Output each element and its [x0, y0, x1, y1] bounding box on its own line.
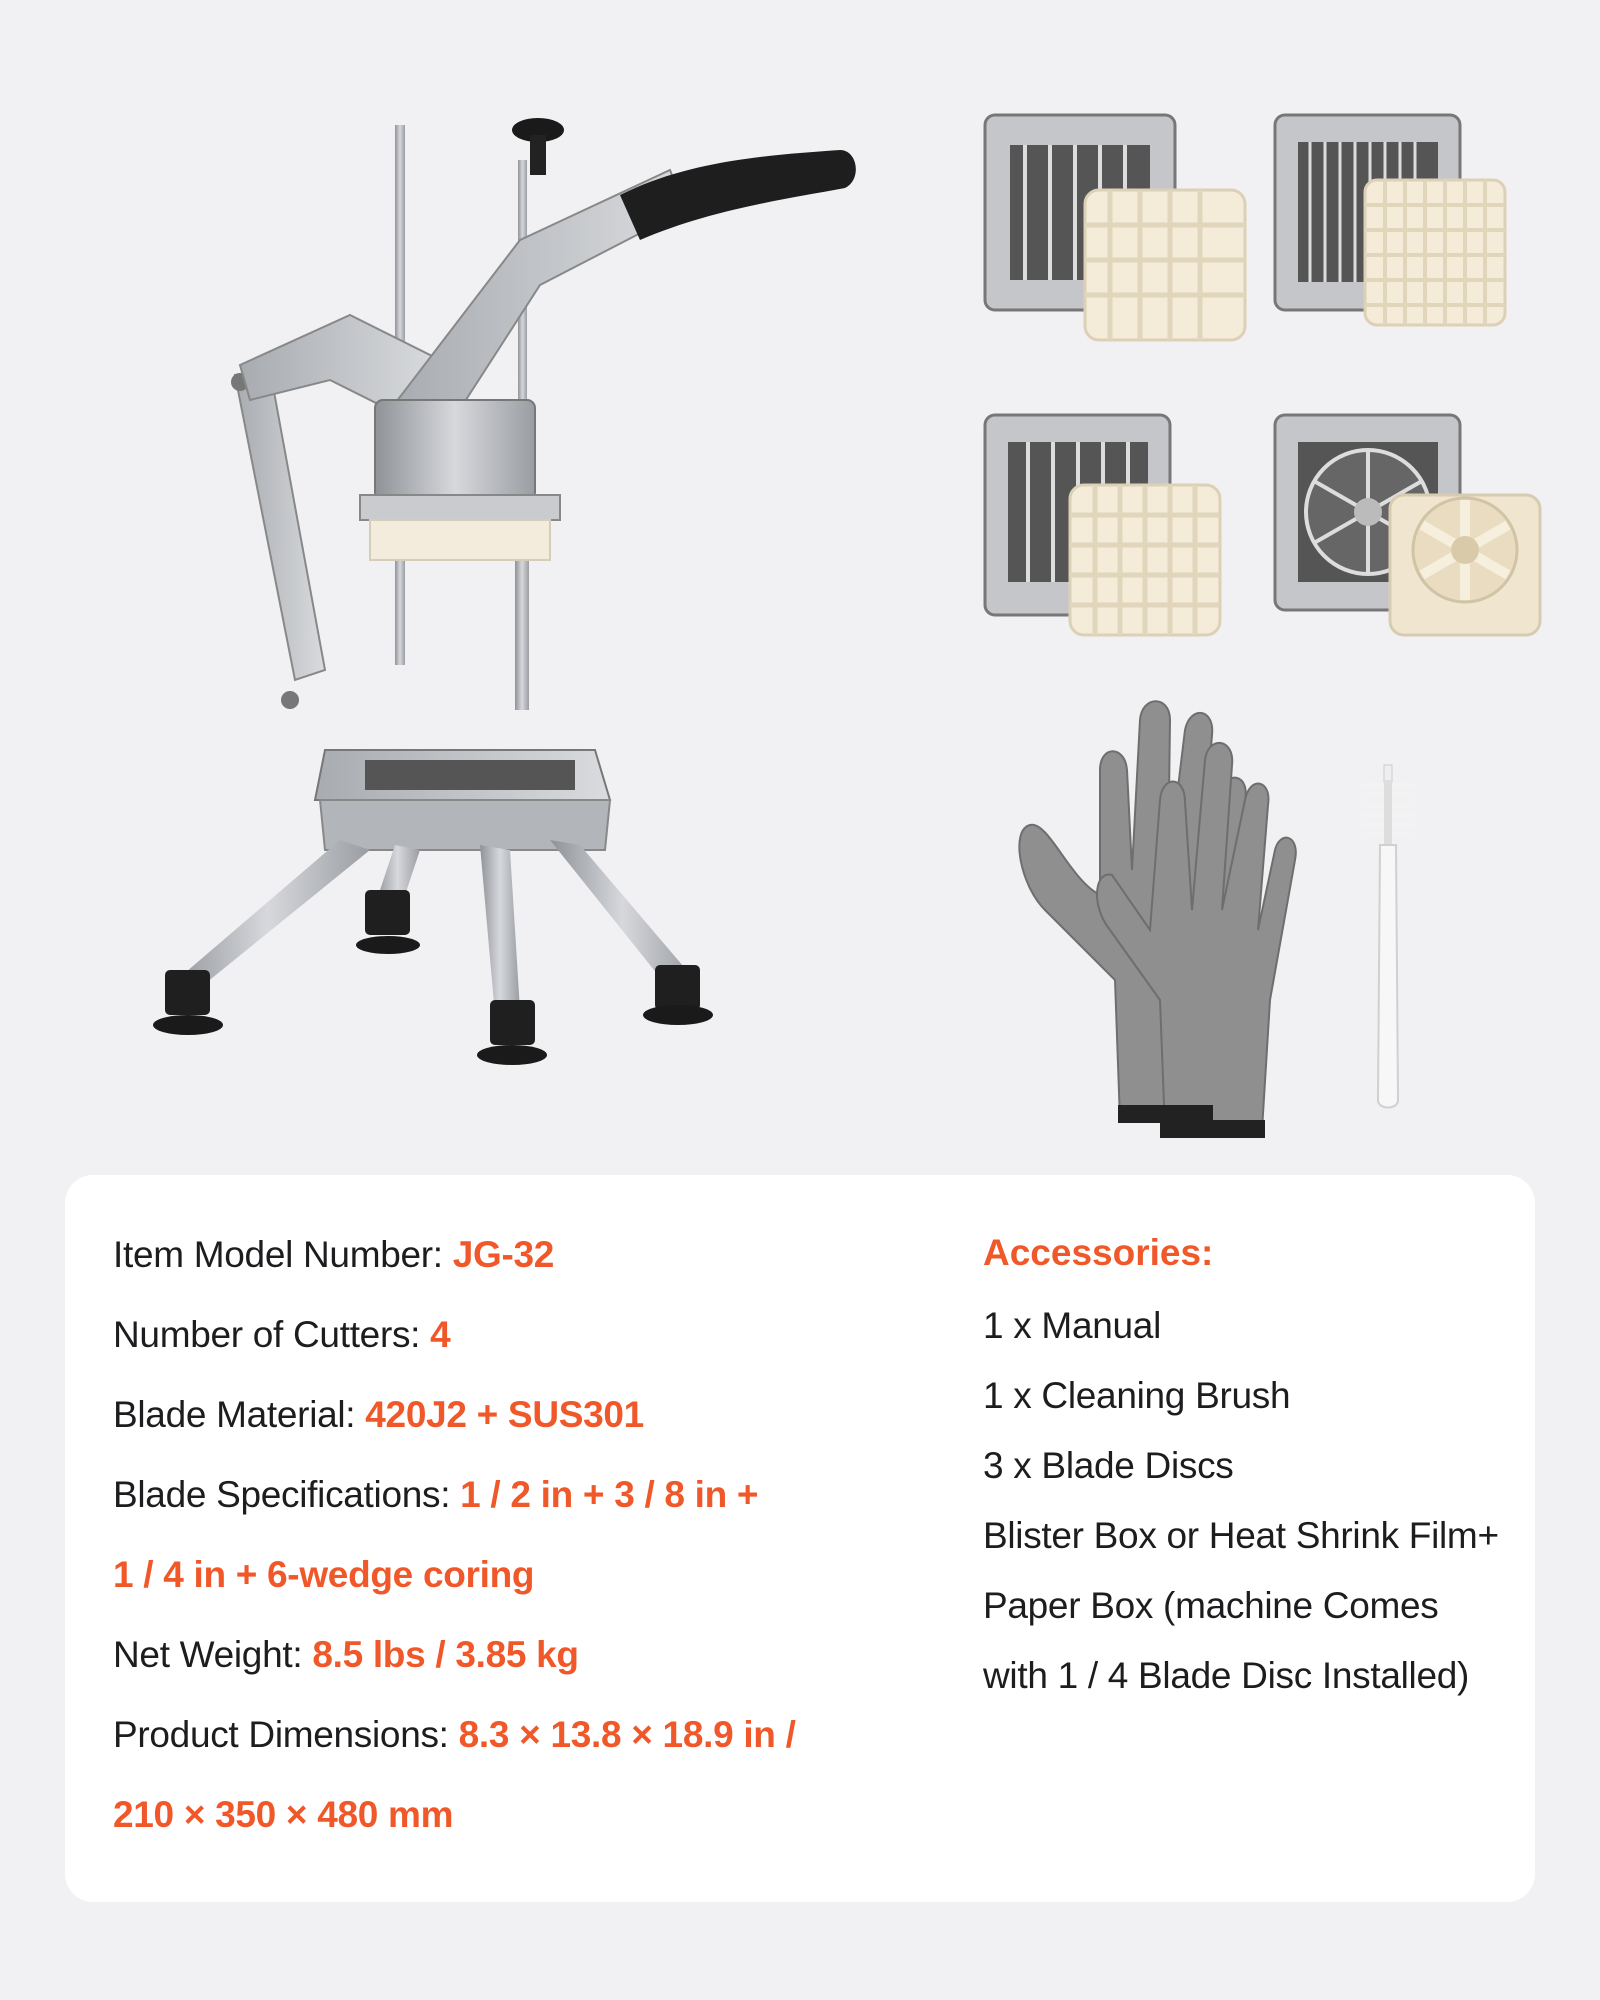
blade-material-value: 420J2 + SUS301: [365, 1394, 644, 1435]
spec-blade-specifications: Blade Specifications: 1 / 2 in + 3 / 8 in +: [113, 1474, 759, 1515]
accessory-item: 1 x Manual: [983, 1305, 1161, 1346]
accessory-item: Paper Box (machine Comes: [983, 1585, 1439, 1626]
blade-disc-quarter-inch-image: [980, 410, 1230, 645]
blade-disc-half-inch-image: [980, 110, 1250, 345]
cut-resistant-gloves-image: [1000, 680, 1300, 1140]
accessory-item: 3 x Blade Discs: [983, 1445, 1234, 1486]
accessories-list: [983, 1215, 1523, 1711]
spec-blade-specifications-cont: 1 / 4 in + 6-wedge coring: [113, 1554, 535, 1595]
spec-number-of-cutters: Number of Cutters: 4: [113, 1314, 451, 1355]
spec-net-weight: Net Weight: 8.5 lbs / 3.85 kg: [113, 1634, 579, 1675]
model-number-value: JG-32: [452, 1234, 555, 1275]
specifications-card: [65, 1175, 1535, 1902]
dimensions-value: 8.3 × 13.8 × 18.9 in /: [458, 1714, 796, 1755]
spec-model-number: Item Model Number: JG-32: [113, 1234, 555, 1275]
accessory-item: Blister Box or Heat Shrink Film+: [983, 1515, 1499, 1556]
spec-product-dimensions: Product Dimensions: 8.3 × 13.8 × 18.9 in /: [113, 1714, 796, 1755]
net-weight-value: 8.5 lbs / 3.85 kg: [312, 1634, 579, 1675]
accessories-title: Accessories:: [983, 1232, 1214, 1273]
spec-product-dimensions-cont: 210 × 350 × 480 mm: [113, 1794, 454, 1835]
specifications-list: [113, 1215, 933, 1855]
cutters-value: 4: [430, 1314, 451, 1355]
vegetable-chopper-image: [150, 110, 890, 1080]
blade-spec-value: 1 / 2 in + 3 / 8 in +: [460, 1474, 759, 1515]
cleaning-brush-image: [1350, 755, 1430, 1115]
spec-blade-material: Blade Material: 420J2 + SUS301: [113, 1394, 644, 1435]
accessory-item: 1 x Cleaning Brush: [983, 1375, 1291, 1416]
accessory-item: with 1 / 4 Blade Disc Installed): [983, 1655, 1470, 1696]
blade-disc-three-eighths-image: [1270, 110, 1510, 355]
wedge-coring-blade-image: [1270, 410, 1550, 640]
